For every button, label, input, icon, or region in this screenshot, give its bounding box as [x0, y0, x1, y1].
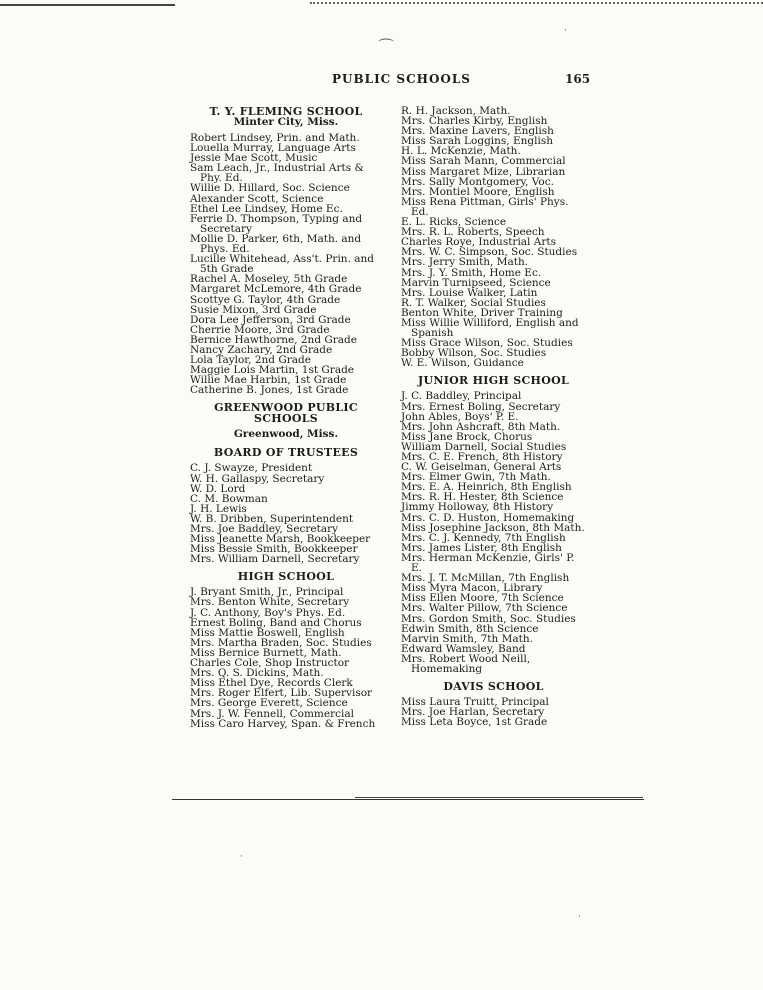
- staff-entry: Ferrie D. Thompson, Typing and Secretary: [190, 212, 363, 235]
- staff-entry: Louella Murray, Language Arts: [190, 142, 356, 155]
- board-members-list: [190, 463, 382, 564]
- right-column: [401, 106, 586, 727]
- junior-high-heading: JUNIOR HIGH SCHOOL: [417, 374, 570, 388]
- staff-entry: Jimmy Holloway, 8th History: [401, 501, 554, 514]
- staff-entry: Mrs. R. H. Hester, 8th Science: [401, 491, 564, 504]
- staff-entry: Mrs. Elmer Gwin, 7th Math.: [401, 471, 551, 484]
- staff-entry: Jessie Mae Scott, Music: [190, 152, 318, 165]
- left-column: [190, 106, 382, 729]
- staff-entry: Scottye G. Taylor, 4th Grade: [190, 293, 341, 306]
- staff-entry: Mrs. Charles Kirby, English: [401, 115, 548, 128]
- staff-entry: Mrs. C. D. Huston, Homemaking: [401, 511, 575, 524]
- staff-entry: Miss Ethel Dye, Records Clerk: [190, 677, 353, 690]
- staff-entry: R. T. Walker, Social Studies: [401, 296, 546, 309]
- trustee-entry: W. B. Dribben, Superintendent: [190, 512, 354, 525]
- staff-entry: Bobby Wilson, Soc. Studies: [401, 347, 547, 360]
- staff-entry: Mrs. J. T. McMillan, 7th English: [401, 572, 570, 585]
- scan-speck: ·: [240, 852, 243, 862]
- staff-entry: Mrs. Gordon Smith, Soc. Studies: [401, 612, 576, 625]
- staff-entry: Catherine B. Jones, 1st Grade: [190, 384, 349, 397]
- staff-entry: Mrs. George Everett, Science: [190, 697, 348, 710]
- top-dotted-rule: [310, 2, 763, 4]
- staff-entry: Miss Margaret Mize, Librarian: [401, 165, 566, 178]
- scan-speck: ·: [564, 26, 567, 36]
- greenwood-heading-line1: GREENWOOD PUBLIC: [214, 401, 358, 415]
- scan-speck: ·: [578, 912, 581, 922]
- staff-entry: Mrs. C. J. Kennedy, 7th English: [401, 531, 566, 544]
- staff-entry: John Ables, Boys' P. E.: [401, 410, 519, 423]
- staff-entry: J. C. Anthony, Boy's Phys. Ed.: [190, 606, 346, 619]
- staff-entry: Mrs. Jerry Smith, Math.: [401, 256, 529, 269]
- trustee-entry: C. M. Bowman: [190, 492, 268, 505]
- staff-entry: Mrs. R. L. Roberts, Speech: [401, 226, 545, 239]
- trustee-entry: J. H. Lewis: [190, 502, 247, 515]
- staff-entry: Miss Mattie Boswell, English: [190, 626, 345, 639]
- staff-entry: Bernice Hawthorne, 2nd Grade: [190, 333, 357, 346]
- fleming-school-location: Minter City, Miss.: [233, 116, 339, 128]
- staff-entry: Miss Josephine Jackson, 8th Math.: [401, 521, 585, 534]
- staff-entry: Mrs. James Lister, 8th English: [401, 541, 562, 554]
- staff-entry: Mrs. Roger Elfert, Lib. Supervisor: [190, 687, 373, 700]
- staff-entry: Mrs. Joe Harlan, Secretary: [401, 706, 545, 719]
- staff-entry: Mrs. J. Y. Smith, Home Ec.: [401, 266, 542, 279]
- staff-entry: Nancy Zachary, 2nd Grade: [190, 343, 333, 356]
- staff-entry: Charles Roye, Industrial Arts: [401, 236, 556, 249]
- staff-entry: Miss Grace Wilson, Soc. Studies: [401, 337, 573, 350]
- staff-entry: Edwin Smith, 8th Science: [401, 622, 539, 635]
- staff-entry: Rachel A. Moseley, 5th Grade: [190, 273, 348, 286]
- high-school-staff-list: [190, 587, 382, 728]
- staff-entry: Miss Sarah Mann, Commercial: [401, 155, 566, 168]
- staff-entry: Mrs. W. C. Simpson, Soc. Studies: [401, 246, 578, 259]
- staff-entry: Mrs. Sally Montgomery, Voc.: [401, 175, 554, 188]
- staff-entry: Susie Mixon, 3rd Grade: [190, 303, 317, 316]
- trustee-entry: W. H. Gallaspy, Secretary: [190, 472, 325, 485]
- trustee-entry: Mrs. Joe Baddley, Secretary: [190, 523, 339, 535]
- staff-entry: Willie Mae Harbin, 1st Grade: [190, 374, 347, 387]
- staff-entry: J. C. Baddley, Principal: [401, 390, 522, 403]
- fleming-staff-list: [190, 133, 382, 395]
- staff-entry: Miss Ellen Moore, 7th Science: [401, 592, 564, 605]
- staff-entry: Miss Rena Pittman, Girls' Phys. Ed.: [401, 195, 569, 218]
- staff-entry: Mrs. Louise Walker, Latin: [401, 286, 538, 299]
- greenwood-location: Greenwood, Miss.: [233, 428, 339, 441]
- trustee-entry: Mrs. William Darnell, Secretary: [190, 553, 360, 566]
- staff-entry: Willie D. Hillard, Soc. Science: [190, 182, 350, 195]
- staff-entry: Mrs. J. W. Fennell, Commercial: [190, 707, 354, 720]
- staff-entry: William Darnell, Social Studies: [401, 440, 567, 453]
- staff-entry: W. E. Wilson, Guidance: [401, 357, 524, 370]
- staff-entry: Miss Myra Macon, Library: [401, 582, 543, 595]
- staff-entry: Mrs. Walter Pillow, 7th Science: [401, 602, 568, 615]
- bottom-rule: [172, 799, 644, 800]
- staff-entry: Mrs. Ernest Boling, Secretary: [401, 400, 561, 413]
- staff-entry: Mrs. C. E. French, 8th History: [401, 451, 563, 463]
- staff-entry: Miss Bernice Burnett, Math.: [190, 646, 342, 659]
- staff-entry: Ernest Boling, Band and Chorus: [190, 616, 362, 629]
- trustee-entry: W. D. Lord: [190, 482, 246, 495]
- fleming-school-heading: T. Y. FLEMING SCHOOL: [209, 105, 363, 118]
- top-border-rule: [0, 4, 175, 6]
- staff-entry: Miss Willie Williford, English and Spanish: [401, 316, 579, 340]
- staff-entry: H. L. McKenzie, Math.: [401, 145, 521, 158]
- staff-entry: Ethel Lee Lindsey, Home Ec.: [190, 202, 343, 215]
- staff-entry: R. H. Jackson, Math.: [401, 105, 511, 117]
- staff-entry: Charles Cole, Shop Instructor: [190, 657, 350, 670]
- staff-entry: Mrs. Herman McKenzie, Girls' P. E.: [401, 551, 575, 575]
- staff-entry: Cherrie Moore, 3rd Grade: [190, 323, 330, 336]
- staff-entry: Alexander Scott, Science: [190, 192, 324, 205]
- staff-entry: Edward Wamsley, Band: [401, 642, 526, 655]
- staff-entry: J. Bryant Smith, Jr., Principal: [190, 586, 344, 599]
- trustee-entry: C. J. Swayze, President: [190, 462, 313, 475]
- scan-mark: ⌒: [378, 37, 395, 56]
- high-school-staff-continued-list: [401, 106, 586, 368]
- staff-entry: Lucille Whitehead, Ass't. Prin. and 5th Grade: [190, 253, 374, 276]
- staff-entry: Miss Caro Harvey, Span. & French: [190, 717, 376, 730]
- staff-entry: Sam Leach, Jr., Industrial Arts & Phy. Ed.: [190, 162, 364, 185]
- trustee-entry: Miss Bessie Smith, Bookkeeper: [190, 543, 358, 556]
- staff-entry: Mrs. E. A. Heinrich, 8th English: [401, 481, 572, 494]
- staff-entry: Maggie Lois Martin, 1st Grade: [190, 364, 355, 377]
- running-header-title: PUBLIC SCHOOLS: [332, 72, 471, 86]
- davis-school-heading: DAVIS SCHOOL: [443, 680, 544, 694]
- staff-entry: E. L. Ricks, Science: [401, 216, 507, 229]
- staff-entry: Marvin Turnipseed, Science: [401, 276, 551, 289]
- staff-entry: Miss Leta Boyce, 1st Grade: [401, 716, 548, 729]
- staff-entry: Mrs. Q. S. Dickins, Math.: [190, 667, 324, 680]
- staff-entry: Mrs. Robert Wood Neill, Homemaking: [401, 652, 531, 675]
- staff-entry: Mrs. Martha Braden, Soc. Studies: [190, 636, 372, 649]
- davis-staff-list: [401, 697, 586, 727]
- staff-entry: Margaret McLemore, 4th Grade: [190, 283, 362, 296]
- staff-entry: Mrs. Maxine Lavers, English: [401, 125, 554, 138]
- staff-entry: Mrs. Montiel Moore, English: [401, 185, 555, 198]
- bottom-rule-overlay: [355, 797, 643, 798]
- staff-entry: Mrs. Benton White, Secretary: [190, 596, 350, 609]
- staff-entry: Miss Laura Truitt, Principal: [401, 696, 549, 709]
- staff-entry: Lola Taylor, 2nd Grade: [190, 354, 311, 367]
- staff-entry: Mrs. John Ashcraft, 8th Math.: [401, 420, 561, 433]
- staff-entry: Mollie D. Parker, 6th, Math. and Phys. Ed.: [190, 232, 362, 256]
- board-of-trustees-heading: BOARD OF TRUSTEES: [213, 446, 359, 460]
- page-number: 165: [565, 72, 591, 86]
- staff-entry: Dora Lee Jefferson, 3rd Grade: [190, 313, 351, 326]
- junior-high-staff-list: [401, 391, 586, 674]
- staff-entry: Benton White, Driver Training: [401, 306, 563, 319]
- high-school-heading: HIGH SCHOOL: [237, 570, 335, 584]
- staff-entry: Marvin Smith, 7th Math.: [401, 632, 533, 645]
- staff-entry: Miss Jane Brock, Chorus: [401, 430, 533, 443]
- trustee-entry: Miss Jeanette Marsh, Bookkeeper: [190, 533, 371, 546]
- greenwood-heading-line2: SCHOOLS: [253, 412, 319, 426]
- staff-entry: Robert Lindsey, Prin. and Math.: [190, 132, 360, 144]
- staff-entry: Miss Sarah Loggins, English: [401, 135, 553, 148]
- staff-entry: C. W. Geiselman, General Arts: [401, 461, 562, 474]
